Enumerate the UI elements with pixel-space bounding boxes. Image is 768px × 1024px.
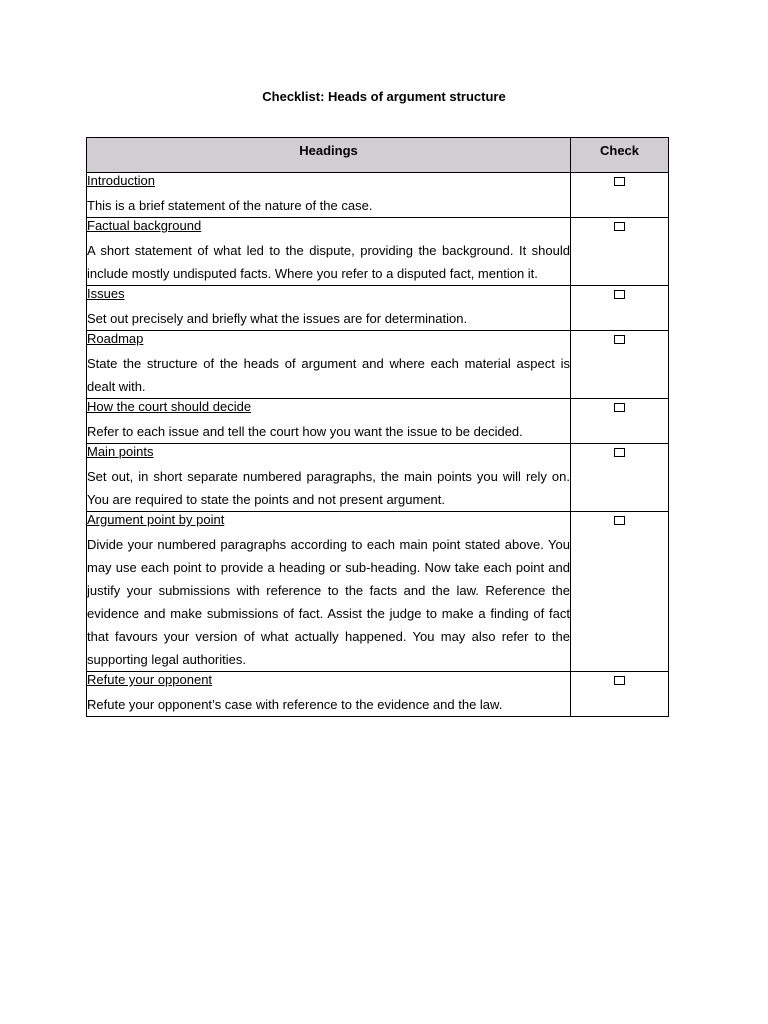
checkbox-factual-background[interactable] — [614, 222, 625, 231]
heading-cell — [87, 173, 571, 218]
checkbox-how-court-should-decide[interactable] — [614, 403, 625, 412]
check-cell — [571, 444, 669, 512]
headings-column-header: Headings — [87, 138, 571, 173]
heading-label-factual-background: Factual background — [87, 218, 202, 233]
heading-description: State the structure of the heads of argument and where each material aspect is dealt with. — [87, 356, 570, 394]
heading-label-refute-your-opponent: Refute your opponent — [87, 672, 213, 687]
check-cell — [571, 218, 669, 286]
table-row — [87, 173, 669, 218]
check-cell — [571, 672, 669, 717]
table-row — [87, 399, 669, 444]
checkbox-main-points[interactable] — [614, 448, 625, 457]
heading-description: Divide your numbered paragraphs according to each main point stated above. You may use each point to provide a heading or sub-heading. Now take each point and justify your submissions with reference to the facts and the law. Reference the evidence and make submissions of fact. Assist the judge to make a finding of fact that favours your version of what actually happened. You may also refer to the supporting legal authorities. — [87, 537, 570, 667]
heading-label-roadmap: Roadmap — [87, 331, 144, 346]
table-row — [87, 444, 669, 512]
heading-label-argument-point-by-point: Argument point by point — [87, 512, 225, 527]
heading-cell — [87, 399, 571, 444]
heading-cell — [87, 444, 571, 512]
table-row — [87, 331, 669, 399]
table-row — [87, 512, 669, 672]
heading-description: This is a brief statement of the nature of the case. — [87, 198, 373, 213]
document-title: Checklist: Heads of argument structure — [262, 89, 506, 104]
heading-description: Set out precisely and briefly what the issues are for determination. — [87, 311, 468, 326]
table-header-row — [87, 138, 669, 173]
table-row — [87, 218, 669, 286]
check-cell — [571, 173, 669, 218]
checkbox-issues[interactable] — [614, 290, 625, 299]
check-cell — [571, 286, 669, 331]
heading-cell — [87, 286, 571, 331]
check-cell — [571, 331, 669, 399]
heading-description: Refer to each issue and tell the court how you want the issue to be decided. — [87, 424, 523, 439]
heading-label-issues: Issues — [87, 286, 125, 301]
heading-cell — [87, 672, 571, 717]
checkbox-argument-point-by-point[interactable] — [614, 516, 625, 525]
heading-label-how-court-should-decide: How the court should decide — [87, 399, 252, 414]
checklist-table — [86, 137, 669, 717]
heading-description: Set out, in short separate numbered paragraphs, the main points you will rely on. You are required to state the points and not present argument. — [87, 469, 570, 507]
checkbox-refute-your-opponent[interactable] — [614, 676, 625, 685]
check-cell — [571, 399, 669, 444]
table-row — [87, 672, 669, 717]
checkbox-introduction[interactable] — [614, 177, 625, 186]
heading-label-main-points: Main points — [87, 444, 154, 459]
heading-cell — [87, 218, 571, 286]
heading-description: Refute your opponent’s case with reference to the evidence and the law. — [87, 697, 503, 712]
table-row — [87, 286, 669, 331]
check-cell — [571, 512, 669, 672]
checkbox-roadmap[interactable] — [614, 335, 625, 344]
heading-label-introduction: Introduction — [87, 173, 155, 188]
heading-cell — [87, 512, 571, 672]
heading-description: A short statement of what led to the dispute, providing the background. It should include mostly undisputed facts. Where you refer to a disputed fact, mention it. — [87, 243, 570, 281]
check-column-header: Check — [571, 138, 669, 173]
heading-cell — [87, 331, 571, 399]
